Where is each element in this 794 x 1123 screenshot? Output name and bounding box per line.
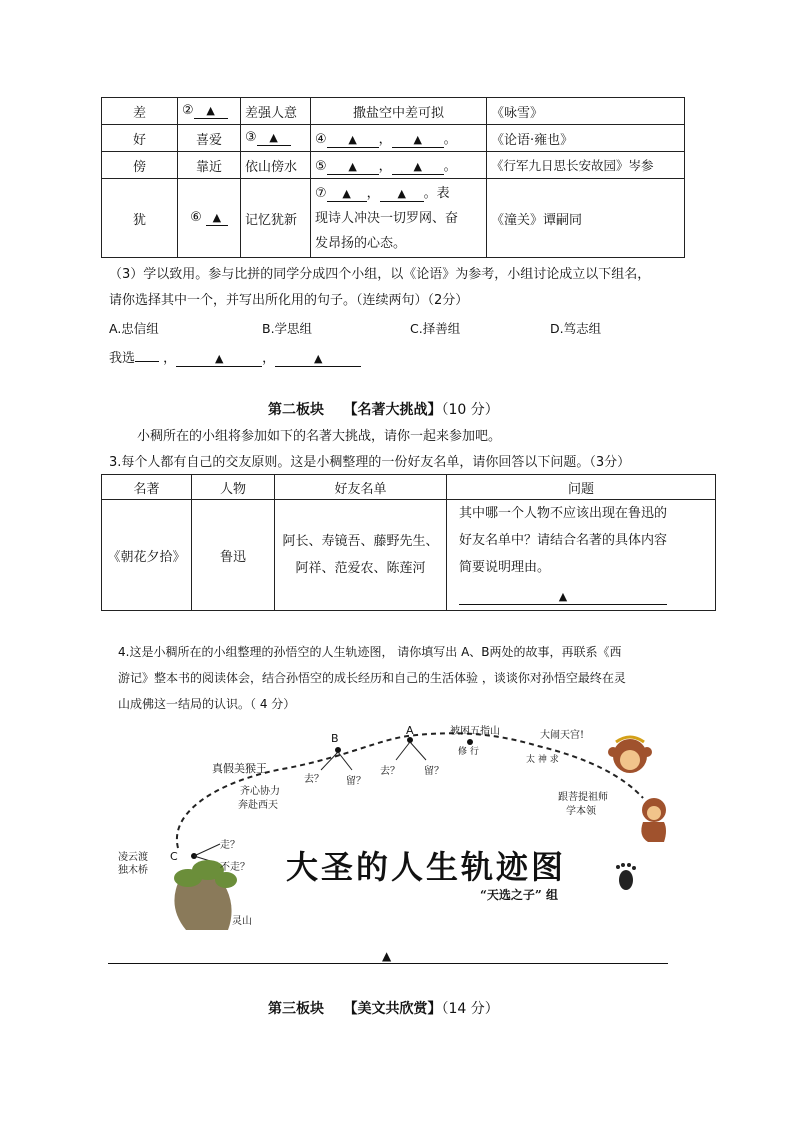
table-row (102, 125, 685, 152)
q3-option-a[interactable]: A.忠信组 (109, 321, 159, 336)
label-qu-a: 去？ (380, 766, 400, 777)
cell-meaning: 喜爱 (178, 125, 241, 152)
answer-blank[interactable]: ▲ (392, 159, 444, 175)
branch-arrow (410, 742, 426, 760)
label-lingyun-2: 独木桥 (118, 865, 148, 876)
cell-answer: ⑦ ▲ ， ▲ 。表 现诗人冲决一切罗网、奋 发昂扬的心态。 (311, 179, 487, 258)
answer-blank[interactable]: ▲ (194, 103, 228, 119)
answer-blank[interactable]: ▲ (327, 186, 367, 202)
label-taishangqiu: 太 神 求 (526, 755, 559, 765)
label-zhenjia: 真假美猴王 (212, 762, 267, 775)
answer-blank[interactable]: ▲ (459, 590, 667, 605)
cell-question: 其中哪一个人物不应该出现在鲁迅的 好友名单中？请结合名著的具体内容 简要说明理由。 ▲ (447, 500, 716, 611)
cell-answer: ⑥ ▲ (178, 179, 241, 258)
cell-example: 撒盐空中差可拟 (311, 98, 487, 125)
cell-phrase: 依山傍水 (241, 152, 311, 179)
label-lingyun-1: 凌云渡 (118, 852, 148, 863)
section3-heading: 第三板块 【美文共欣赏】（14 分） (268, 1001, 499, 1017)
cell-answer: ② ▲ (178, 98, 241, 125)
label-qu-b: 去？ (304, 774, 324, 785)
cell-meaning: 靠近 (178, 152, 241, 179)
tree-icon (215, 872, 237, 888)
footprint-icon (619, 870, 633, 890)
cell-char: 差 (102, 98, 178, 125)
label-xinli-2: 奔赴西天 (238, 800, 278, 811)
label-c: C (170, 850, 178, 863)
answer-blank[interactable]: ▲ (206, 210, 228, 226)
answer-blank[interactable]: ▲ (176, 351, 262, 367)
q3-option-d[interactable]: D.笃志组 (550, 321, 602, 336)
cell-answer: ⑤ ▲ ， ▲ 。 (311, 152, 487, 179)
trajectory-svg (108, 718, 678, 938)
q3-line2: 请你选择其中一个，并写出所化用的句子。（连续两句）（2分） (109, 293, 469, 308)
branch-arrow (321, 752, 338, 770)
q4-line1: 4.这是小稠所在的小组整理的孙悟空的人生轨迹图， 请你填写出 A、B两处的故事，再联系《西 (118, 645, 622, 659)
friends-table (101, 474, 716, 611)
label-b: B (331, 732, 339, 745)
cell-friends: 阿长、寿镜吾、藤野先生、 阿祥、范爱农、陈莲河 (275, 500, 447, 611)
cell-answer: ③ ▲ (241, 125, 311, 152)
branch-arrow (396, 742, 410, 760)
label-buzou: 不走？ (220, 862, 250, 873)
label-naotiangong: 大闹天宫! (540, 730, 585, 741)
header-friends: 好友名单 (275, 475, 447, 500)
branch-arrow (338, 752, 352, 770)
label-putizushi-1: 跟菩提祖师 (558, 792, 608, 803)
trajectory-diagram (108, 718, 678, 938)
cell-char: 犹 (102, 179, 178, 258)
cell-book: 《朝花夕拾》 (102, 500, 192, 611)
table-header-row (102, 475, 716, 500)
header-person: 人物 (192, 475, 275, 500)
label-liu-a: 留？ (424, 766, 444, 777)
answer-blank[interactable]: ▲ (380, 186, 424, 202)
table-row (102, 179, 685, 258)
cell-char: 好 (102, 125, 178, 152)
cell-char: 傍 (102, 152, 178, 179)
cell-person: 鲁迅 (192, 500, 275, 611)
cell-answer: ④ ▲ ， ▲ 。 (311, 125, 487, 152)
diagram-subtitle: “天选之子” 组 (480, 888, 558, 902)
answer-blank[interactable]: ▲ (327, 159, 379, 175)
section2-intro: 小稠所在的小组将参加如下的名著大挑战，请你一起来参加吧。 (137, 429, 502, 444)
diagram-title: 大圣的人生轨迹图 (286, 848, 567, 886)
label-lingshan: 灵山 (232, 916, 252, 927)
cell-source: 《咏雪》 (487, 98, 685, 125)
table-row (102, 98, 685, 125)
table-row (102, 152, 685, 179)
cell-phrase: 差强人意 (241, 98, 311, 125)
label-wuzhishan: 被困五指山 (450, 726, 500, 737)
header-book: 名著 (102, 475, 192, 500)
q4-line3: 山成佛这一结局的认识。（ 4 分） (118, 697, 296, 711)
answer-blank[interactable] (135, 346, 159, 362)
label-xinli-1: 齐心协力 (240, 786, 280, 797)
label-xiuxing: 修 行 (458, 747, 479, 757)
cell-source: 《论语·雍也》 (487, 125, 685, 152)
monkey-face (620, 750, 640, 770)
q4-answer-mark: ▲ (382, 949, 392, 963)
q3-line1: （3）学以致用。参与比拼的同学分成四个小组，以《论语》为参考，小组讨论成立以下组名， (109, 267, 651, 282)
cell-phrase: 记忆犹新 (241, 179, 311, 258)
cell-source: 《潼关》谭嗣同 (487, 179, 685, 258)
section2-heading: 第二板块 【名著大挑战】（10 分） (268, 402, 499, 418)
answer-blank[interactable]: ▲ (275, 351, 361, 367)
answer-blank[interactable]: ▲ (327, 132, 379, 148)
cell-source: 《行军九日思长安故园》岑参 (487, 152, 685, 179)
answer-blank[interactable]: ▲ (257, 130, 291, 146)
q3-option-b[interactable]: B.学思组 (262, 321, 313, 336)
q4-line2: 游记》整本书的阅读体会，结合孙悟空的成长经历和自己的生活体验 ，谈谈你对孙悟空最终在灵 (118, 671, 626, 685)
branch-arrow (194, 844, 220, 856)
table-row (102, 500, 716, 611)
q3-friends-title: 3.每个人都有自己的交友原则。这是小稠整理的一份好友名单，请你回答以下问题。（3分） (109, 455, 631, 470)
q3-answer-line: 我选 ， ▲ ， ▲ (109, 346, 361, 368)
label-liu-b: 留？ (346, 776, 366, 787)
answer-blank[interactable]: ▲ (392, 132, 444, 148)
q3-option-c[interactable]: C.择善组 (410, 321, 461, 336)
label-putizushi-2: 学本领 (566, 806, 596, 817)
label-zou: 走？ (220, 840, 240, 851)
vocab-table (101, 97, 685, 258)
header-question: 问题 (447, 475, 716, 500)
label-a: A (406, 724, 414, 737)
